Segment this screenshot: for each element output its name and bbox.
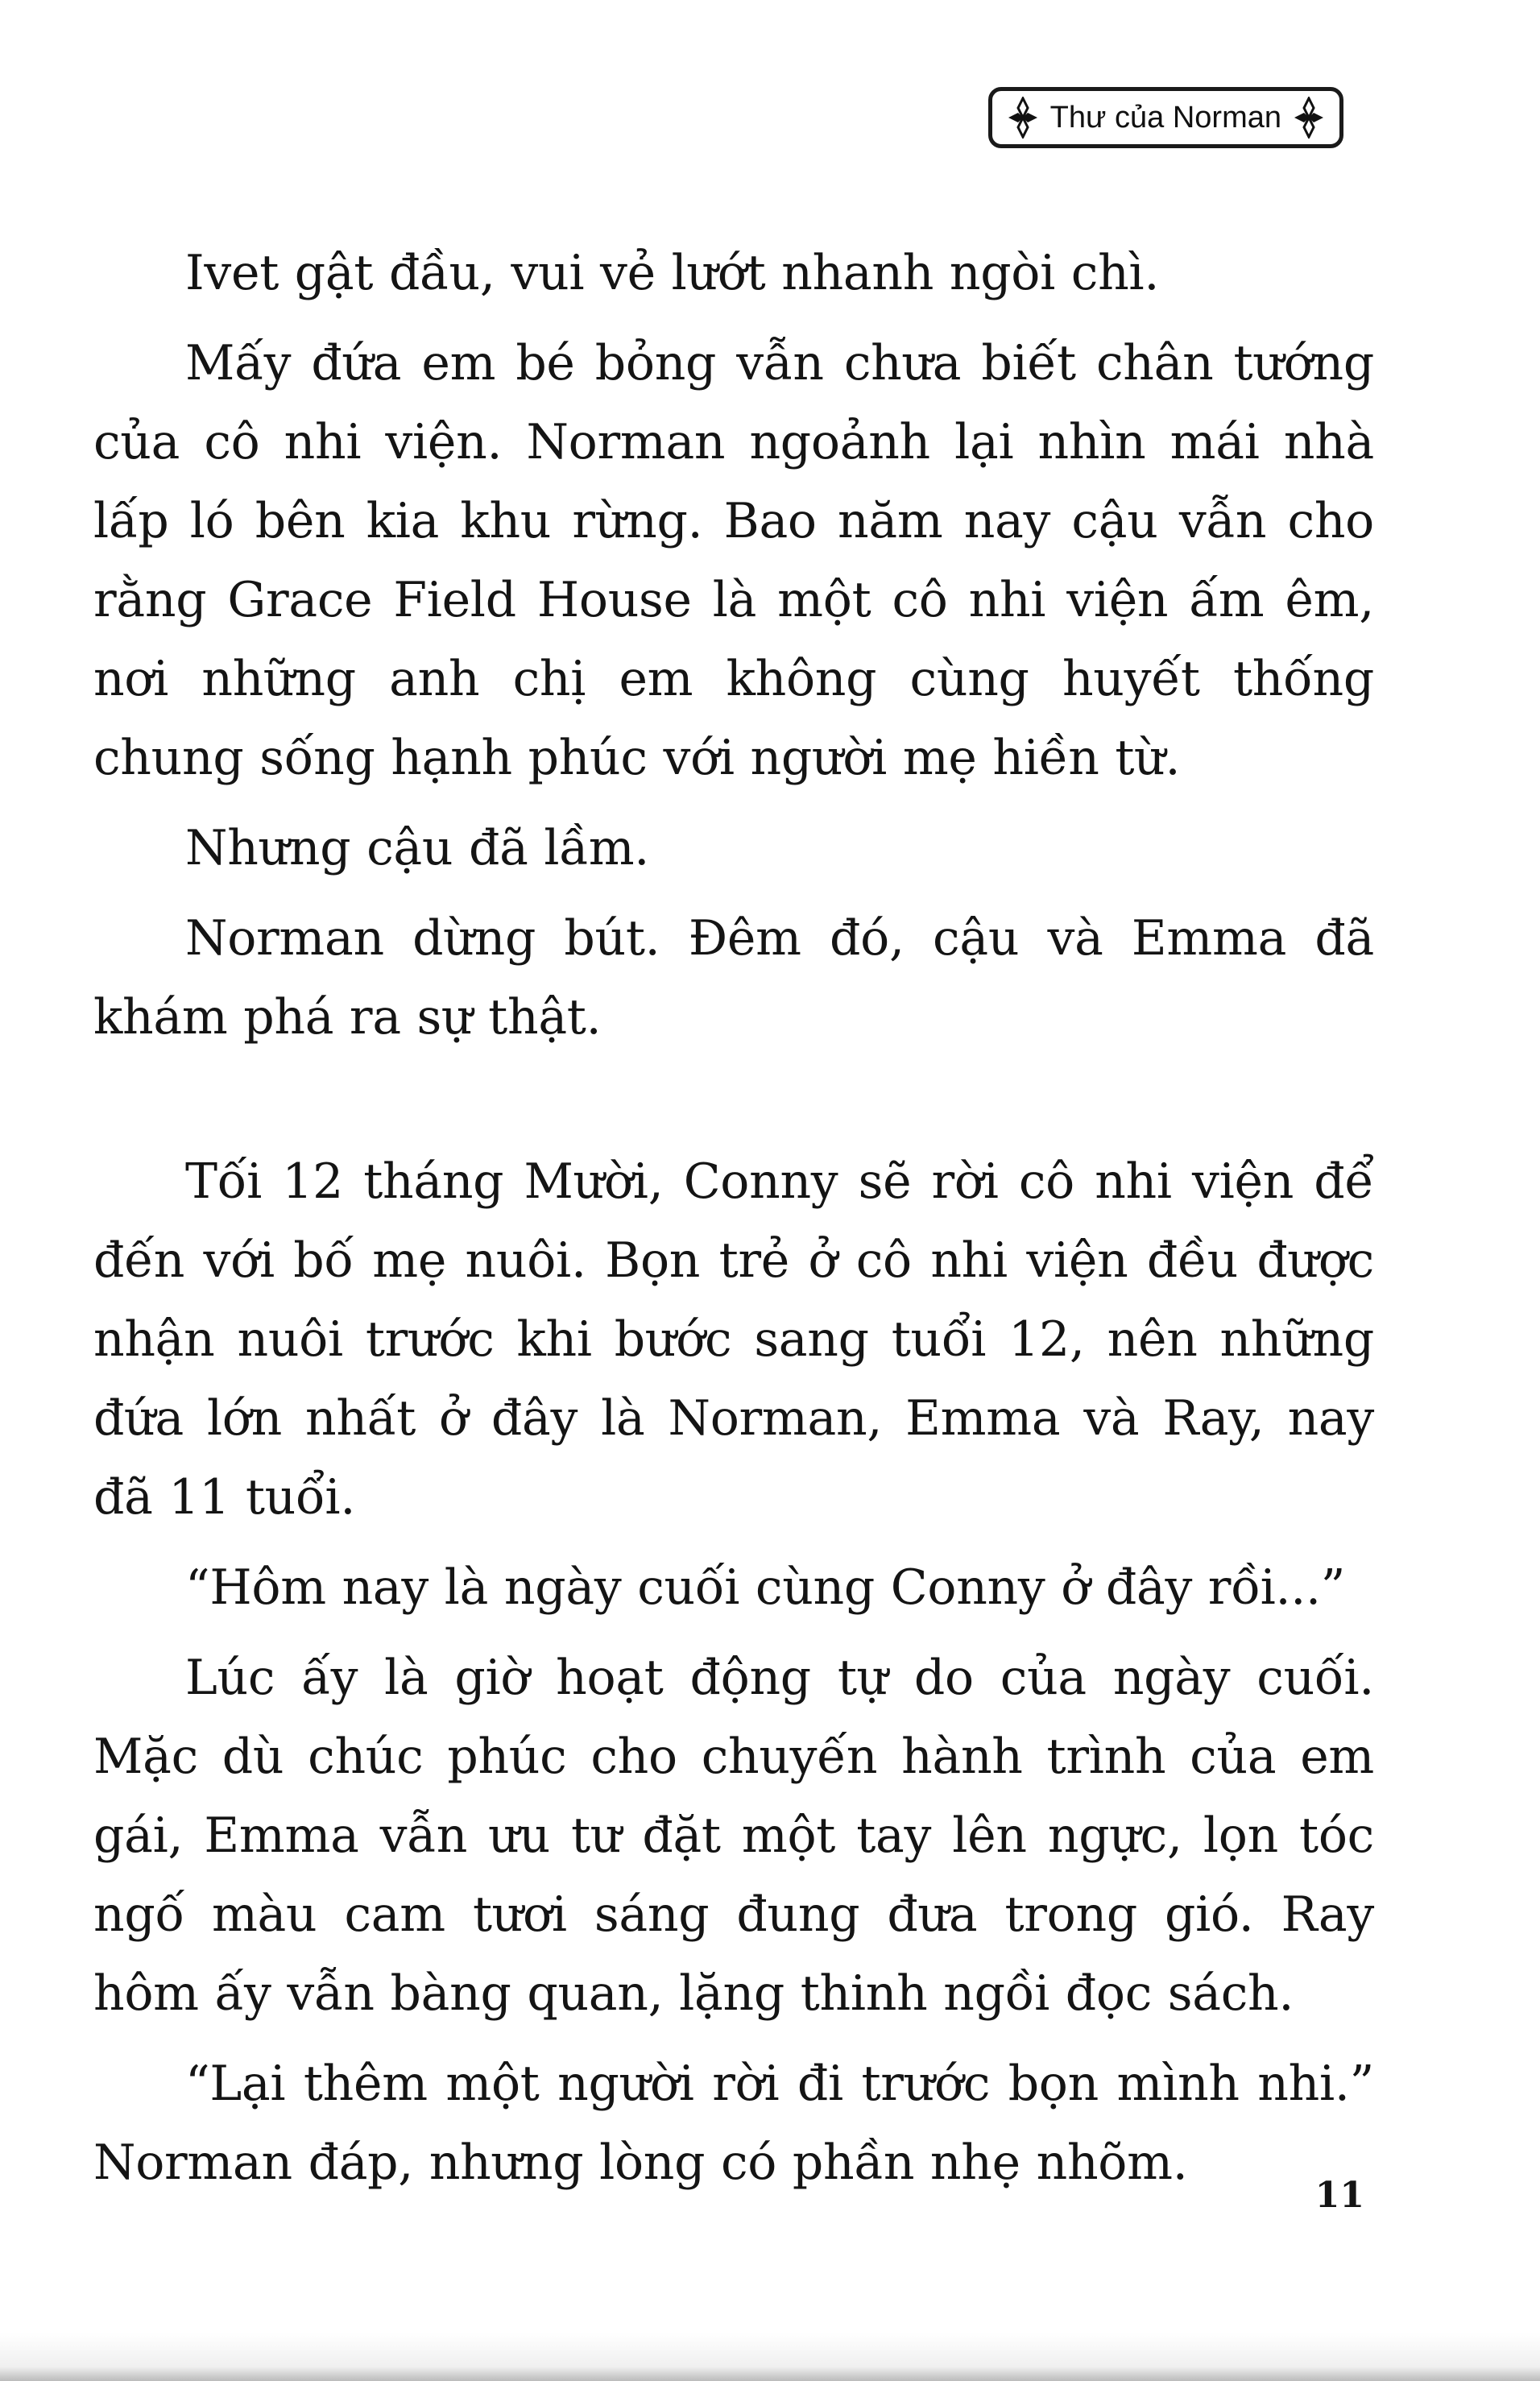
paragraph: Mấy đứa em bé bỏng vẫn chưa biết chân tướng của cô nhi viện. Norman ngoảnh lại nhìn mái nhà lấp ló bên kia khu rừng. Bao năm nay cậu vẫn cho rằng Grace Field House là một cô nhi viện ấm êm, nơi những anh chị em không cùng huyết thống chung sống hạnh phúc với người mẹ hiền từ. — [93, 335, 1374, 786]
paragraph: Tối 12 tháng Mười, Conny sẽ rời cô nhi viện để đến với bố mẹ nuôi. Bọn trẻ ở cô nhi viện đều được nhận nuôi trước khi bước sang tuổi 12, nên những đứa lớn nhất ở đây là Norman, Emma và Ray, nay đã 11 tuổi. — [93, 1153, 1374, 1526]
ornament-icon — [1007, 97, 1039, 139]
paragraph: “Lại thêm một người rời đi trước bọn mình nhi.” Norman đáp, nhưng lòng có phần nhẹ nhõm. — [93, 2056, 1374, 2191]
paragraph: Norman dừng bút. Đêm đó, cậu và Emma đã khám phá ra sự thật. — [93, 910, 1374, 1046]
page-edge-shadow — [0, 2333, 1540, 2381]
paragraph: Ivet gật đầu, vui vẻ lướt nhanh ngòi chì. — [185, 245, 1160, 301]
paragraph: “Hôm nay là ngày cuối cùng Conny ở đây rồi...” — [185, 1559, 1346, 1616]
running-header — [988, 87, 1343, 148]
paragraph: Lúc ấy là giờ hoạt động tự do của ngày cuối. Mặc dù chúc phúc cho chuyến hành trình của em gái, Emma vẫn ưu tư đặt một tay lên ngực, lọn tóc ngố màu cam tươi sáng đung đưa trong gió. Ray hôm ấy vẫn bàng quan, lặng thinh ngồi đọc sách. — [93, 1650, 1374, 2022]
running-title: Thư của Norman — [1049, 100, 1281, 135]
body-text — [93, 234, 1374, 2213]
ornament-icon — [1293, 97, 1325, 139]
page-number: 11 — [1314, 2175, 1364, 2216]
paragraph: Nhưng cậu đã lầm. — [185, 820, 650, 876]
